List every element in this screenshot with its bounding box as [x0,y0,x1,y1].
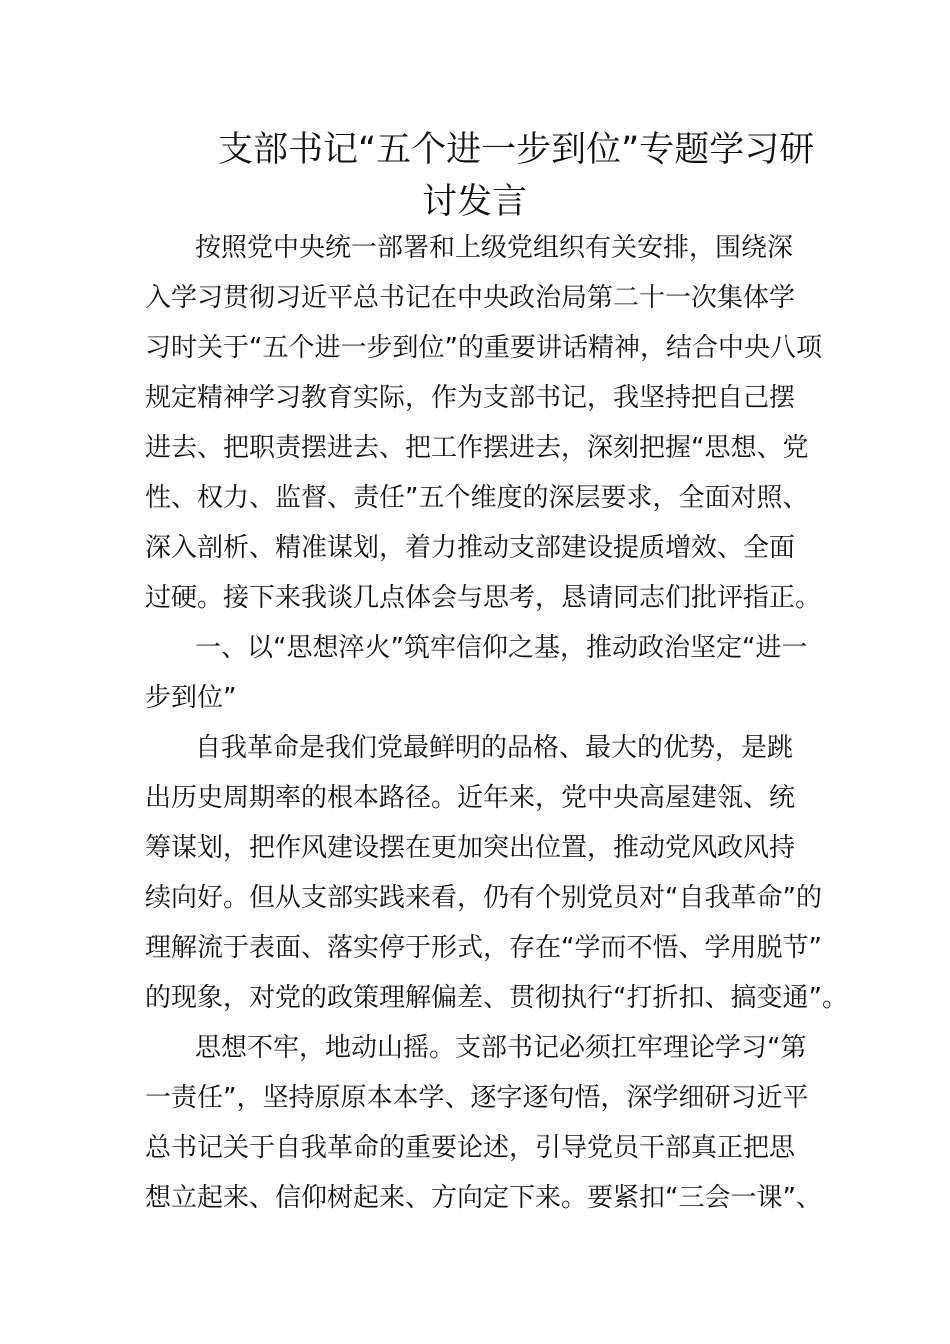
paragraph-line: 思想不牢，地动山摇。支部书记必须扛牢理论学习“第 [195,1033,807,1063]
paragraph-line: 一责任”，坚持原原本本学、逐字逐句悟，深学细研习近平 [145,1083,809,1113]
paragraph-line: 的现象，对党的政策理解偏差、贯彻执行“打折扣、搞变通”。 [145,983,848,1013]
paragraph-line: 性、权力、监督、责任”五个维度的深层要求，全面对照、 [145,483,809,513]
paragraph-line: 习时关于“五个进一步到位”的重要讲话精神，结合中央八项 [145,333,822,363]
paragraph-line: 自我革命是我们党最鲜明的品格、最大的优势，是跳 [195,733,794,763]
paragraph-line: 按照党中央统一部署和上级党组织有关安排，围绕深 [195,233,794,263]
paragraph-line: 进去、把职责摆进去、把工作摆进去，深刻把握“思想、党 [145,433,809,463]
document-title-line-2: 讨发言 [422,182,528,222]
paragraph-line: 过硬。接下来我谈几点体会与思考，恳请同志们批评指正。 [145,583,822,613]
paragraph-line: 入学习贯彻习近平总书记在中央政治局第二十一次集体学 [145,283,796,313]
section-heading-line: 步到位” [145,683,237,713]
paragraph-line: 规定精神学习教育实际，作为支部书记，我坚持把自己摆 [145,383,796,413]
paragraph-line: 想立起来、信仰树起来、方向定下来。要紧扣“三会一课”、 [145,1183,822,1213]
paragraph-line: 总书记关于自我革命的重要论述，引导党员干部真正把思 [145,1133,796,1163]
paragraph-line: 续向好。但从支部实践来看，仍有个别党员对“自我革命”的 [145,883,822,913]
paragraph-line: 出历史周期率的根本路径。近年来，党中央高屋建瓴、统 [145,783,796,813]
paragraph-line: 理解流于表面、落实停于形式，存在“学而不悟、学用脱节” [145,933,822,963]
paragraph-line: 筹谋划，把作风建设摆在更加突出位置，推动党风政风持 [145,833,796,863]
paragraph-line: 深入剖析、精准谋划，着力推动支部建设提质增效、全面 [145,533,796,563]
section-heading-line: 一、以“思想淬火”筑牢信仰之基，推动政治坚定“进一 [195,633,808,663]
document-title-line-1: 支部书记“五个进一步到位”专题学习研 [218,130,815,170]
